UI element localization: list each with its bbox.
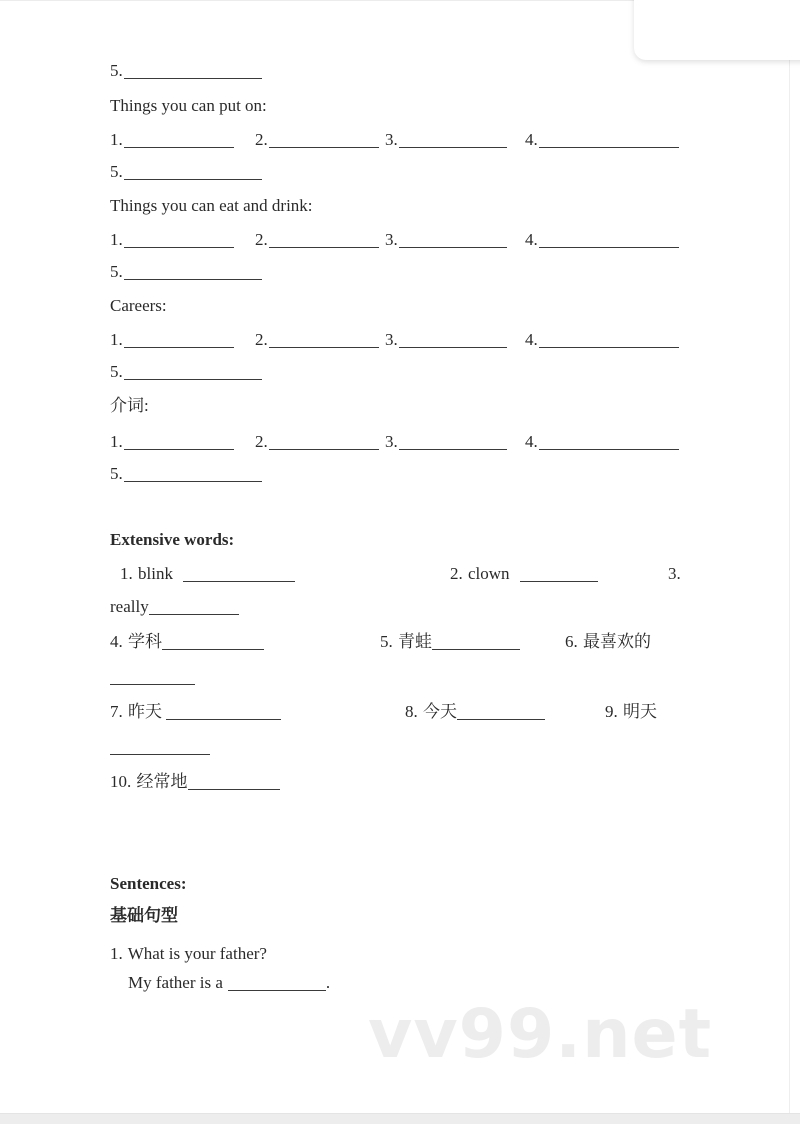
sentences-heading: Sentences: (110, 874, 187, 893)
blank-item-3 (385, 330, 507, 350)
blank-line[interactable] (166, 719, 281, 720)
blank-line[interactable] (399, 247, 507, 248)
extensive-item-6 (565, 632, 651, 652)
item-word: 昨天 (128, 702, 162, 721)
item-number: 1. (110, 330, 123, 349)
blank-line[interactable] (124, 147, 234, 148)
blank-line[interactable] (110, 684, 195, 685)
blank-item-2 (255, 330, 379, 350)
item-word: blink (138, 564, 173, 583)
blank-line[interactable] (124, 379, 262, 380)
extensive-item-7 (110, 702, 281, 722)
item-number: 3. (385, 432, 398, 451)
blank-line[interactable] (149, 614, 239, 615)
extensive-item-10 (110, 772, 280, 792)
extensive-item-6-blank (110, 667, 195, 687)
item-number: 5. (110, 362, 123, 381)
item-number: 4. (525, 130, 538, 149)
extensive-item-9 (605, 702, 657, 722)
item-word: 明天 (623, 702, 657, 721)
item-word: 学科 (128, 632, 162, 651)
blank-item-1 (110, 330, 234, 350)
item-number: 2. (255, 230, 268, 249)
category-heading-put-on: Things you can put on: (110, 96, 267, 115)
blank-line[interactable] (124, 247, 234, 248)
item-number: 5. (110, 61, 123, 80)
item-word: 今天 (423, 702, 457, 721)
blank-line[interactable] (539, 247, 679, 248)
item-number: 3. (668, 564, 681, 583)
blank-item-2 (255, 230, 379, 250)
blank-line[interactable] (183, 581, 295, 582)
item-number: 5. (110, 162, 123, 181)
blank-line[interactable] (399, 449, 507, 450)
item-number: 2. (255, 130, 268, 149)
blank-line[interactable] (432, 649, 520, 650)
item-number: 9. (605, 702, 618, 721)
item-number: 5. (110, 262, 123, 281)
item-number: 2. (255, 432, 268, 451)
blank-line[interactable] (162, 649, 264, 650)
item-number: 1. (120, 564, 133, 583)
extensive-item-4 (110, 632, 264, 652)
extensive-item-2 (450, 564, 598, 584)
extensive-words-heading: Extensive words: (110, 530, 235, 549)
blank-line[interactable] (399, 147, 507, 148)
blank-line[interactable] (539, 347, 679, 348)
blank-line[interactable] (124, 481, 262, 482)
blank-line[interactable] (124, 279, 262, 280)
blank-line[interactable] (124, 449, 234, 450)
sentences-subheading: 基础句型 (110, 906, 178, 925)
item-number: 1. (110, 944, 123, 963)
sentence-question-1 (110, 944, 267, 964)
blank-line[interactable] (188, 789, 280, 790)
item-word: clown (468, 564, 510, 583)
extensive-item-8 (405, 702, 545, 722)
blank-item-3 (385, 230, 507, 250)
item-number: 4. (525, 230, 538, 249)
item-number: 3. (385, 230, 398, 249)
question-text: What is your father? (127, 944, 267, 963)
blank-item-5 (110, 362, 262, 382)
extensive-item-3-number (668, 564, 682, 584)
blank-line[interactable] (124, 78, 262, 79)
carryover-item-5 (110, 61, 262, 81)
next-page-sheet (0, 1124, 800, 1137)
item-word: really (110, 597, 149, 616)
watermark-text: vv99.net (368, 995, 713, 1074)
category-heading-prepositions: 介词: (110, 396, 149, 415)
page-right-edge (789, 0, 790, 1113)
item-number: 1. (110, 130, 123, 149)
sentence-answer-1 (128, 973, 330, 993)
blank-line[interactable] (269, 247, 379, 248)
blank-line[interactable] (269, 449, 379, 450)
extensive-item-1 (120, 564, 295, 584)
blank-item-3 (385, 432, 507, 452)
item-number: 1. (110, 230, 123, 249)
answer-prefix: My father is a (128, 973, 223, 992)
blank-line[interactable] (228, 990, 326, 991)
item-number: 8. (405, 702, 418, 721)
blank-line[interactable] (124, 347, 234, 348)
item-number: 3. (385, 130, 398, 149)
blank-item-4 (525, 432, 679, 452)
blank-line[interactable] (539, 147, 679, 148)
item-word: 经常地 (136, 772, 188, 791)
blank-item-1 (110, 230, 234, 250)
floating-overlay-card[interactable] (634, 0, 800, 60)
item-number: 5. (110, 464, 123, 483)
item-number: 4. (525, 432, 538, 451)
blank-line[interactable] (539, 449, 679, 450)
blank-item-2 (255, 130, 379, 150)
item-number: 7. (110, 702, 123, 721)
item-number: 10. (110, 772, 132, 791)
blank-line[interactable] (399, 347, 507, 348)
blank-item-3 (385, 130, 507, 150)
item-number: 4. (110, 632, 123, 651)
item-number: 6. (565, 632, 578, 651)
blank-item-4 (525, 330, 679, 350)
item-number: 4. (525, 330, 538, 349)
category-heading-careers: Careers: (110, 296, 167, 315)
item-number: 2. (450, 564, 463, 583)
blank-line[interactable] (110, 754, 210, 755)
item-number: 5. (380, 632, 393, 651)
blank-item-4 (525, 230, 679, 250)
blank-line[interactable] (269, 147, 379, 148)
blank-line[interactable] (124, 179, 262, 180)
item-number: 3. (385, 330, 398, 349)
extensive-item-5 (380, 632, 520, 652)
blank-line[interactable] (269, 347, 379, 348)
blank-item-5 (110, 464, 262, 484)
blank-item-2 (255, 432, 379, 452)
extensive-item-9-blank (110, 737, 210, 757)
category-heading-eat-drink: Things you can eat and drink: (110, 196, 313, 215)
blank-item-5 (110, 262, 262, 282)
blank-item-1 (110, 432, 234, 452)
answer-suffix: . (325, 973, 331, 992)
item-number: 2. (255, 330, 268, 349)
item-word: 最喜欢的 (583, 632, 651, 651)
blank-item-4 (525, 130, 679, 150)
blank-line[interactable] (520, 581, 598, 582)
blank-item-1 (110, 130, 234, 150)
blank-line[interactable] (457, 719, 545, 720)
blank-item-5 (110, 162, 262, 182)
extensive-item-3-word (110, 597, 239, 617)
item-word: 青蛙 (398, 632, 432, 651)
item-number: 1. (110, 432, 123, 451)
